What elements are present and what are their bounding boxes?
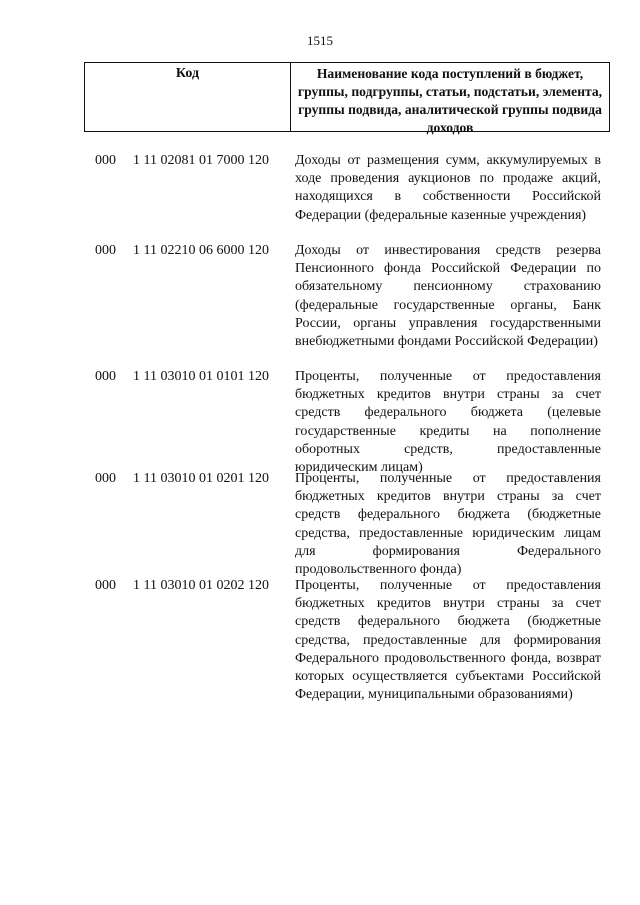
revenue-description: Проценты, полученные от предоставления бюджетных кредитов внутри страны за счет средств федерального бюджета (бюджетные средства, предоставленные для формирования Федерального продовольственного фонда, возврат которых осуществляется субъектами Российской Федерации, муниципальными образованиями) — [295, 578, 601, 703]
table-body — [0, 152, 640, 727]
revenue-description: Проценты, полученные от предоставления бюджетных кредитов внутри страны за счет средств федерального бюджета (целевые государственные кредиты на пополнение оборотных средств, предоставленные юридическим лицам) — [295, 369, 601, 476]
revenue-description: Проценты, полученные от предоставления бюджетных кредитов внутри страны за счет средств федерального бюджета (бюджетные средства, предоставленные юридическим лицам для формирования Федерального продовольственного фонда) — [295, 471, 601, 578]
revenue-description: Доходы от инвестирования средств резерва Пенсионного фонда Российской Федерации по обязательному пенсионному страхованию (федеральные государственные органы, Банк России, органы управления государственными внебюджетными фондами Российской Федерации) — [295, 243, 601, 350]
page-number: 1515 — [307, 33, 333, 48]
table-row — [0, 242, 640, 368]
header-code-cell: Код — [85, 63, 291, 131]
table-row — [0, 152, 640, 242]
admin-code: 000 — [95, 369, 116, 384]
admin-code: 000 — [95, 153, 116, 168]
table-header — [84, 62, 610, 135]
admin-code: 000 — [95, 471, 116, 486]
revenue-code: 1 11 03010 01 0201 120 — [133, 471, 269, 486]
revenue-code: 1 11 02210 06 6000 120 — [133, 243, 269, 258]
admin-code: 000 — [95, 578, 116, 593]
revenue-code: 1 11 02081 01 7000 120 — [133, 153, 269, 168]
table-row — [0, 368, 640, 476]
revenue-code: 1 11 03010 01 0202 120 — [133, 578, 269, 593]
admin-code: 000 — [95, 243, 116, 258]
revenue-code: 1 11 03010 01 0101 120 — [133, 369, 269, 384]
table-row — [0, 470, 640, 577]
header-name-cell: Наименование кода поступлений в бюджет, группы, подгруппы, статьи, подстатьи, элемента, группы подвида, аналитической группы подвида доходов — [297, 66, 603, 135]
revenue-description: Доходы от размещения сумм, аккумулируемых в ходе проведения аукционов по продаже акций, находящихся в собственности Российской Федерации (федеральные казенные учреждения) — [295, 153, 601, 223]
table-row — [0, 577, 640, 727]
